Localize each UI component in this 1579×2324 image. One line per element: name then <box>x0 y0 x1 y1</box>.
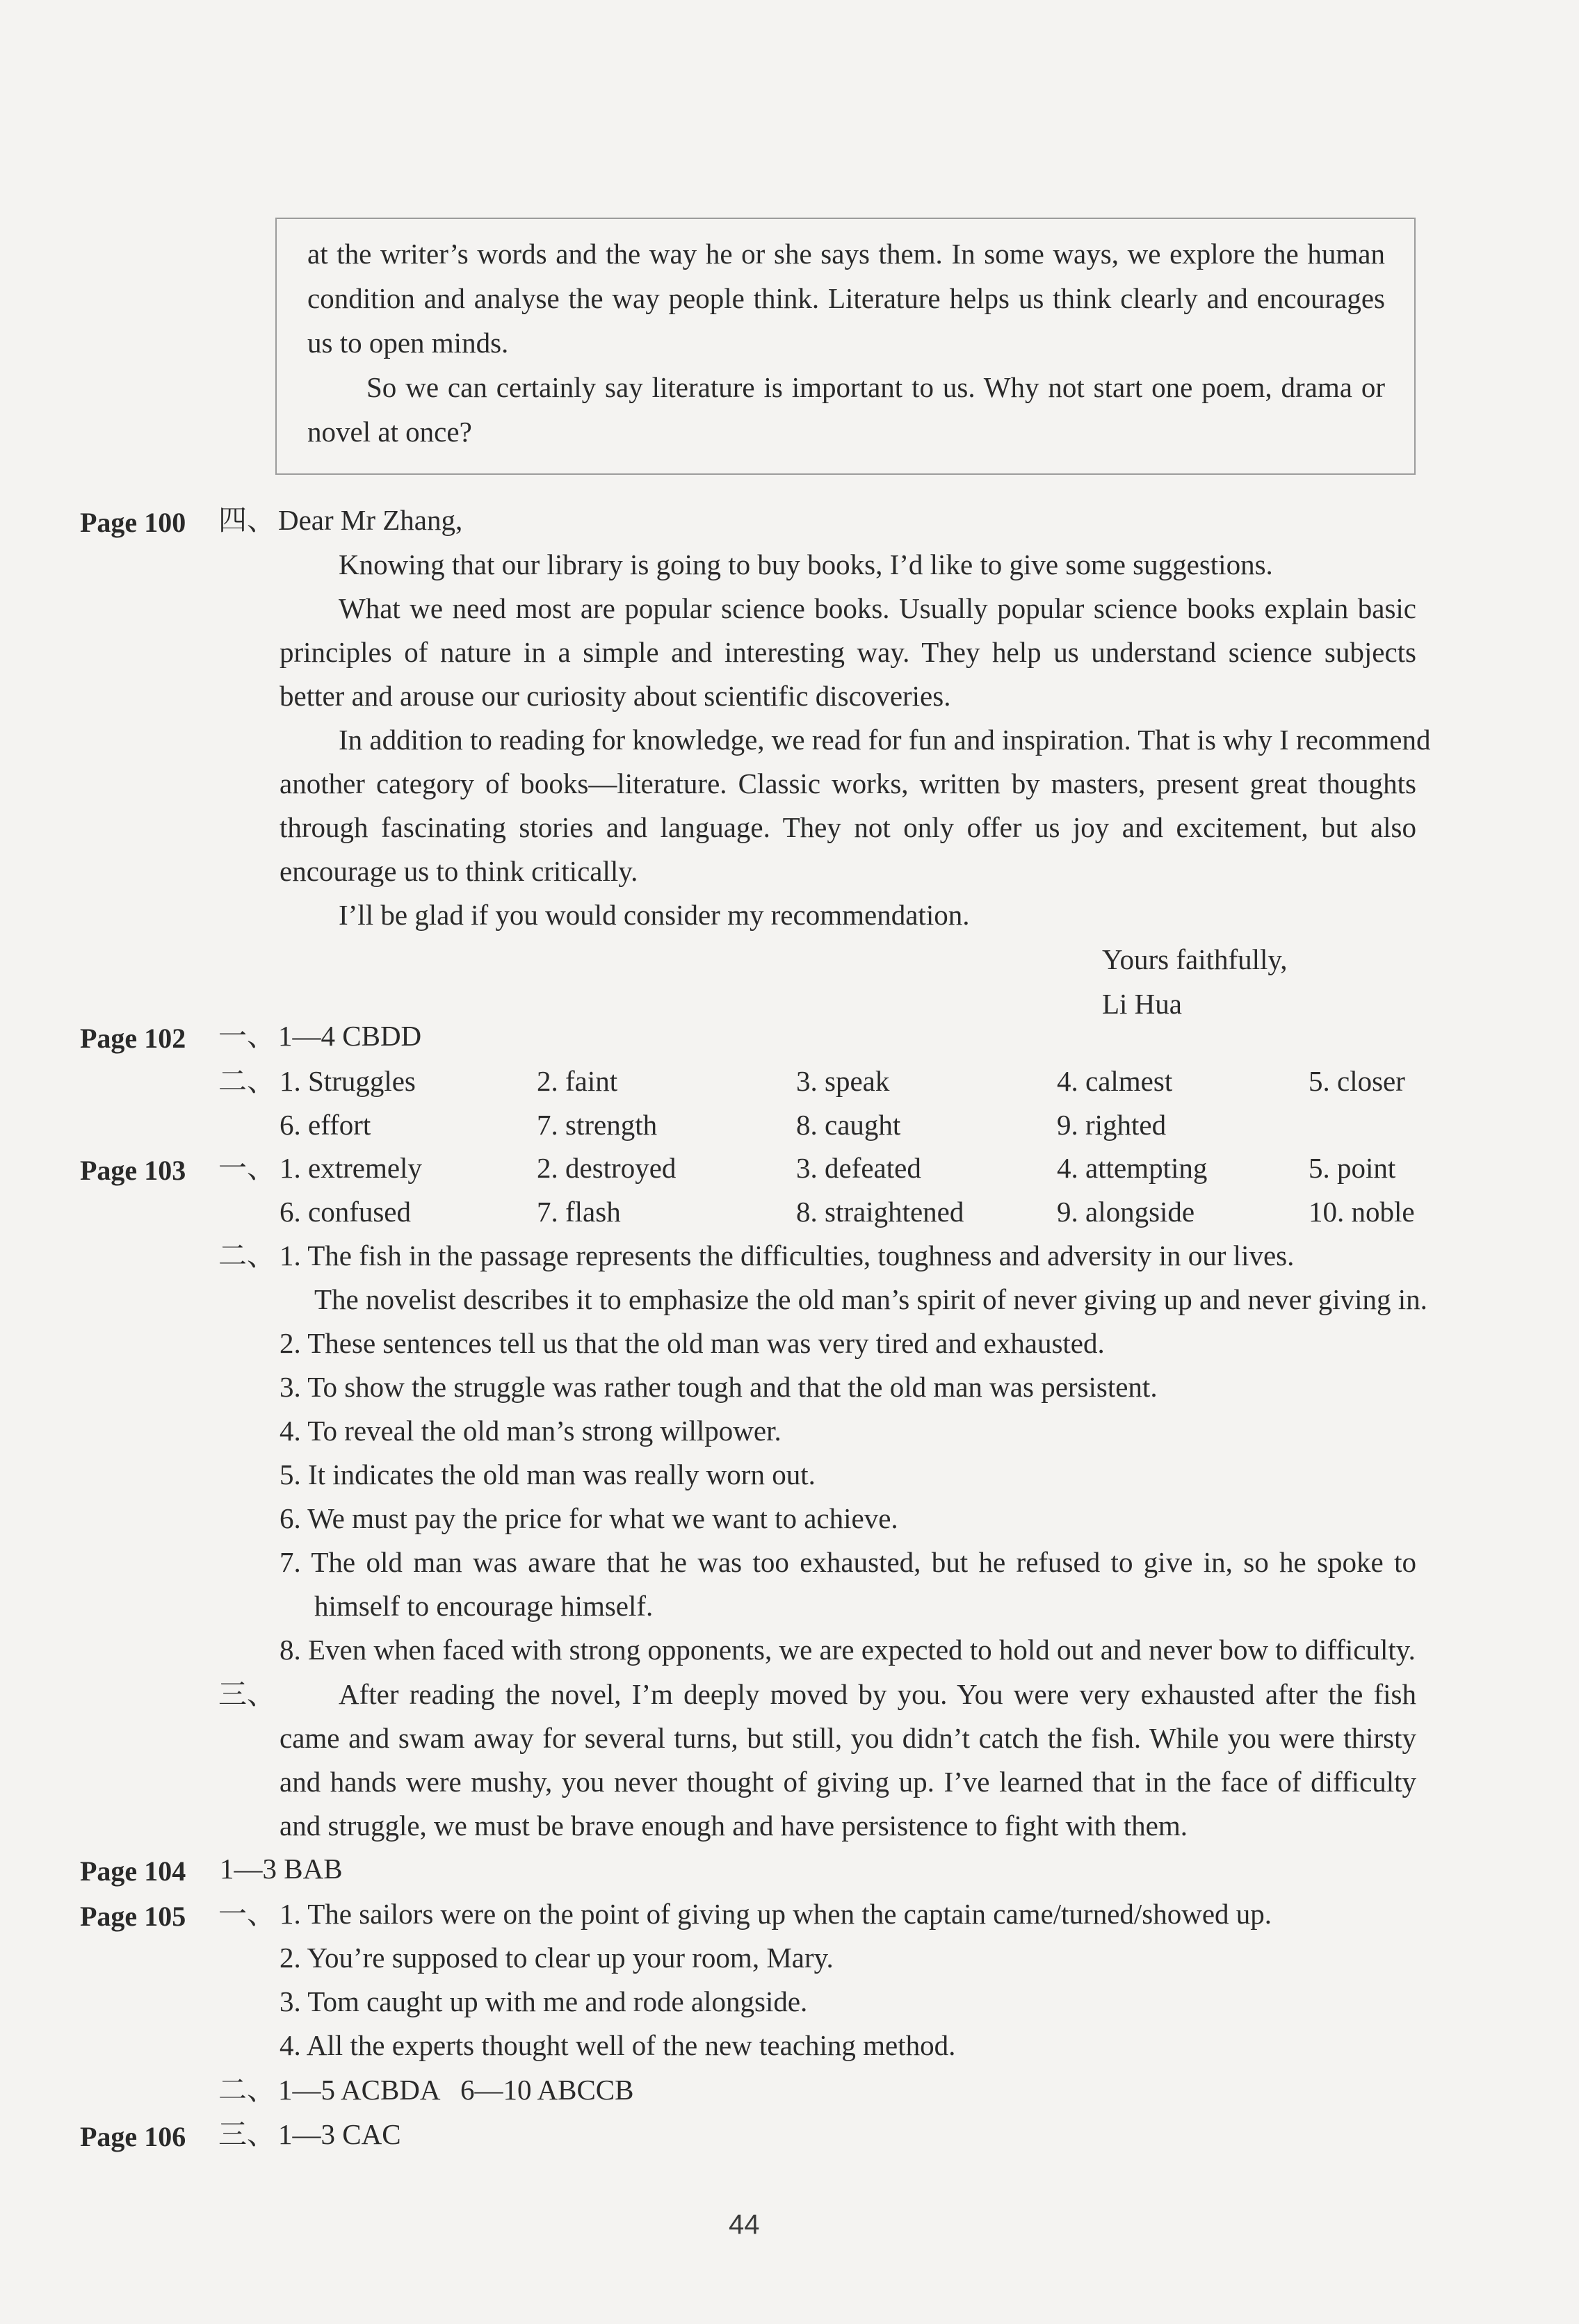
letter-signature: Li Hua <box>1102 988 1182 1020</box>
letter-line: In addition to reading for knowledge, we read for fun and inspiration. That is why I recommend <box>339 724 1431 756</box>
word-answer: 6. effort <box>280 1109 371 1141</box>
word-answer: 5. point <box>1309 1152 1396 1184</box>
section-marker: 一、 <box>218 1152 275 1184</box>
word-answer: 6. confused <box>280 1196 412 1228</box>
answer-line: 7. The old man was aware that he was too exhausted, but he refused to give in, so he spoke to <box>280 1546 1416 1578</box>
letter-line: principles of nature in a simple and interesting way. They help us understand science subjects <box>280 636 1416 668</box>
word-answer: 3. defeated <box>796 1152 921 1184</box>
letter-salutation: Dear Mr Zhang, <box>278 504 463 536</box>
box-line-2: condition and analyse the way people think. Literature helps us think clearly and encourages <box>307 282 1385 314</box>
answer-line: 1. The fish in the passage represents the difficulties, toughness and adversity in our lives. <box>280 1240 1295 1271</box>
box-line-5: novel at once? <box>307 416 472 448</box>
letter-line: I’ll be glad if you would consider my recommendation. <box>339 899 970 931</box>
page-number: 44 <box>729 2209 760 2240</box>
page-label-104: Page 104 <box>80 1855 186 1887</box>
word-answer: 4. calmest <box>1057 1065 1173 1097</box>
answer-line: 4. To reveal the old man’s strong willpower. <box>280 1415 782 1447</box>
word-answer: 9. alongside <box>1057 1196 1195 1228</box>
word-answer: 8. caught <box>796 1109 901 1141</box>
letter-line: encourage us to think critically. <box>280 855 638 887</box>
word-answer: 8. straightened <box>796 1196 964 1228</box>
section-marker: 二、 <box>218 2074 275 2106</box>
sentence-answer: 3. Tom caught up with me and rode alongside. <box>280 1985 808 2017</box>
word-answer: 1. Struggles <box>280 1065 416 1097</box>
page-label-105: Page 105 <box>80 1901 186 1932</box>
section-marker: 一、 <box>218 1020 275 1052</box>
answer-line: The novelist describes it to emphasize the old man’s spirit of never giving up and never giving in. <box>314 1283 1427 1315</box>
word-answer: 2. faint <box>537 1065 618 1097</box>
word-answer: 7. strength <box>537 1109 658 1141</box>
word-answer: 5. closer <box>1309 1065 1405 1097</box>
sentence-answer: 1. The sailors were on the point of giving up when the captain came/turned/showed up. <box>280 1898 1272 1930</box>
word-answer: 4. attempting <box>1057 1152 1208 1184</box>
answer-choices: 1—3 BAB <box>220 1853 343 1885</box>
letter-line: another category of books—literature. Classic works, written by masters, present great thoughts <box>280 767 1416 799</box>
answer-choices: 1—4 CBDD <box>278 1020 422 1052</box>
page-label-103: Page 103 <box>80 1155 186 1186</box>
box-line-4: So we can certainly say literature is important to us. Why not start one poem, drama or <box>366 371 1385 403</box>
word-answer: 2. destroyed <box>537 1152 677 1184</box>
word-answer: 7. flash <box>537 1196 621 1228</box>
answer-line: 6. We must pay the price for what we want to achieve. <box>280 1502 898 1534</box>
letter-line: Knowing that our library is going to buy books, I’d like to give some suggestions. <box>339 549 1273 580</box>
sentence-answer: 4. All the experts thought well of the new teaching method. <box>280 2029 956 2061</box>
section-marker: 二、 <box>218 1065 275 1097</box>
letter-line: better and arouse our curiosity about scientific discoveries. <box>280 680 951 712</box>
answer-line: 2. These sentences tell us that the old man was very tired and exhausted. <box>280 1327 1105 1359</box>
answer-choices: 1—5 ACBDA 6—10 ABCCB <box>278 2074 634 2106</box>
word-answer: 1. extremely <box>280 1152 422 1184</box>
essay-line: came and swam away for several turns, but still, you didn’t catch the fish. While you were thirsty <box>280 1722 1416 1754</box>
answer-line: himself to encourage himself. <box>314 1590 654 1622</box>
section-marker: 一、 <box>218 1898 275 1930</box>
sentence-answer: 2. You’re supposed to clear up your room, Mary. <box>280 1942 834 1974</box>
section-marker: 四、 <box>218 504 275 536</box>
word-answer: 9. righted <box>1057 1109 1167 1141</box>
essay-line: After reading the novel, I’m deeply moved by you. You were very exhausted after the fish <box>339 1678 1416 1710</box>
word-answer: 3. speak <box>796 1065 890 1097</box>
letter-line: through fascinating stories and language. They not only offer us joy and excitement, but also <box>280 811 1416 843</box>
letter-closing: Yours faithfully, <box>1102 943 1288 975</box>
page-label-100: Page 100 <box>80 507 186 538</box>
section-marker: 三、 <box>218 1678 275 1710</box>
answer-line: 8. Even when faced with strong opponents, we are expected to hold out and never bow to difficulty. <box>280 1634 1416 1666</box>
answer-line: 3. To show the struggle was rather tough and that the old man was persistent. <box>280 1371 1158 1403</box>
letter-line: What we need most are popular science books. Usually popular science books explain basic <box>339 592 1416 624</box>
section-marker: 二、 <box>218 1240 275 1271</box>
word-answer: 10. noble <box>1309 1196 1415 1228</box>
section-marker: 三、 <box>218 2118 275 2150</box>
page-label-102: Page 102 <box>80 1023 186 1054</box>
essay-line: and struggle, we must be brave enough and have persistence to fight with them. <box>280 1810 1188 1842</box>
box-line-1: at the writer’s words and the way he or she says them. In some ways, we explore the human <box>307 238 1385 270</box>
box-line-3: us to open minds. <box>307 327 509 359</box>
essay-line: and hands were mushy, you never thought of giving up. I’ve learned that in the face of difficulty <box>280 1766 1416 1798</box>
answer-line: 5. It indicates the old man was really worn out. <box>280 1458 816 1490</box>
page-label-106: Page 106 <box>80 2121 186 2152</box>
answer-choices: 1—3 CAC <box>278 2118 401 2150</box>
